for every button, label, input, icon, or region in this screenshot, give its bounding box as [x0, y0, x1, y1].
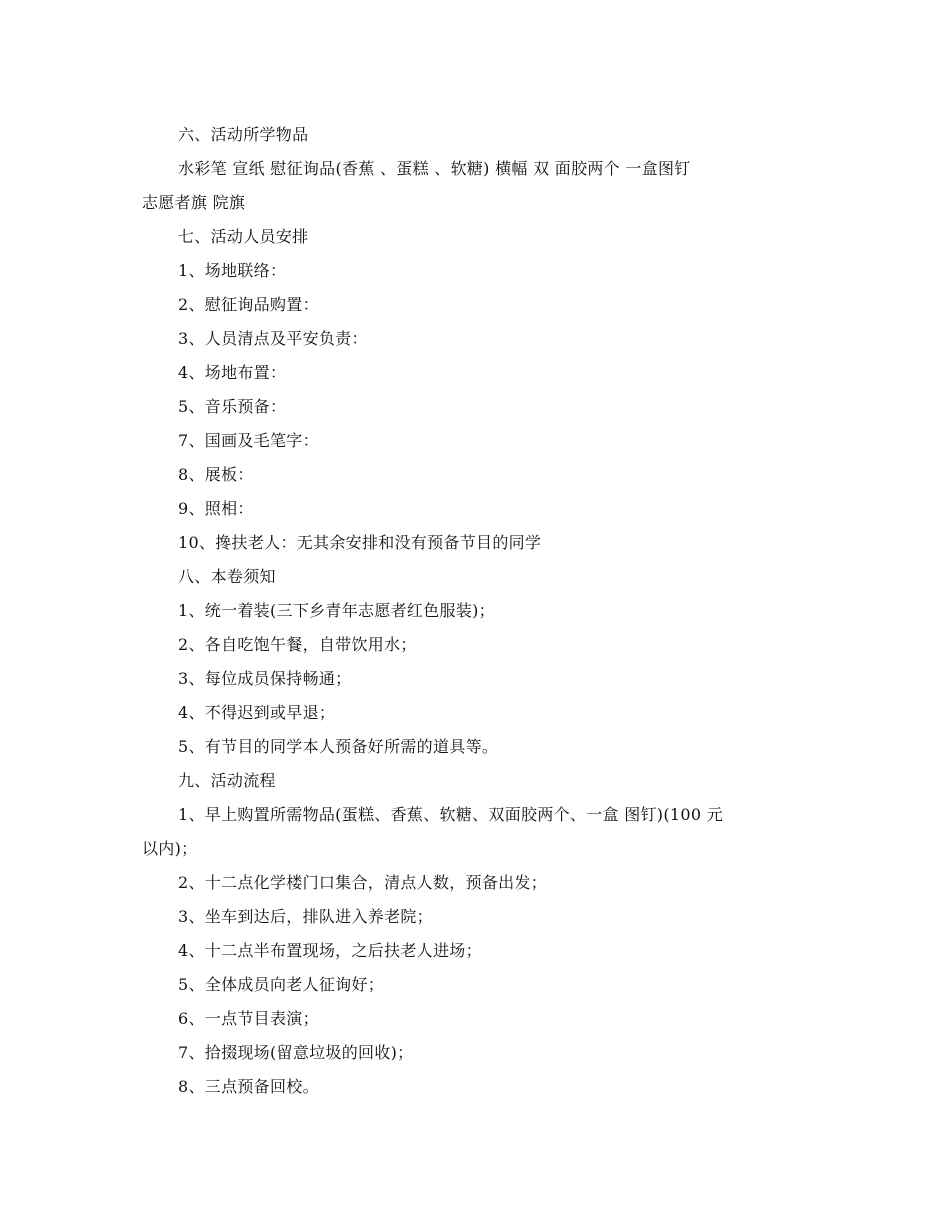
- list-item: 1、场地联络：: [178, 261, 287, 280]
- list-item: 7、国画及毛笔字：: [178, 431, 319, 450]
- section-heading-process: 九、活动流程: [178, 771, 276, 790]
- section-heading-staffing: 七、活动人员安排: [178, 227, 309, 246]
- list-item: 4、不得迟到或早退；: [178, 703, 336, 722]
- list-item: 2、各自吃饱午餐，自带饮用水；: [178, 635, 417, 654]
- paragraph-items-line-1: 水彩笔 宣纸 慰征询品(香蕉 、蛋糕 、软糖) 横幅 双 面胶两个 一盒图钉: [178, 159, 691, 178]
- list-item: 4、十二点半布置现场，之后扶老人进场；: [178, 941, 482, 960]
- list-item: 5、音乐预备：: [178, 397, 287, 416]
- section-heading-notes: 八、本卷须知: [178, 567, 276, 586]
- list-item: 1、统一着装(三下乡青年志愿者红色服装)；: [178, 601, 495, 620]
- list-item: 9、照相：: [178, 499, 254, 518]
- list-item: 4、场地布置：: [178, 363, 287, 382]
- paragraph-items-line-2: 志愿者旗 院旗: [142, 193, 246, 212]
- list-item: 7、拾掇现场(留意垃圾的回收)；: [178, 1043, 414, 1062]
- list-item: 5、全体成员向老人征询好；: [178, 975, 385, 994]
- list-item: 2、十二点化学楼门口集合，清点人数，预备出发；: [178, 873, 548, 892]
- list-item: 8、展板：: [178, 465, 254, 484]
- list-item: 1、早上购置所需物品(蛋糕、香蕉、软糖、双面胶两个、一盒 图钉)(100 元: [178, 805, 724, 824]
- document-page: [142, 118, 812, 1104]
- list-item: 10、搀扶老人：无其余安排和没有预备节目的同学: [178, 533, 542, 552]
- list-item: 2、慰征询品购置：: [178, 295, 319, 314]
- list-item: 5、有节目的同学本人预备好所需的道具等。: [178, 737, 499, 756]
- list-item-continuation: 以内)；: [142, 839, 198, 858]
- list-item: 8、三点预备回校。: [178, 1077, 319, 1096]
- list-item: 3、坐车到达后，排队进入养老院；: [178, 907, 433, 926]
- section-heading-items: 六、活动所学物品: [178, 125, 309, 144]
- list-item: 3、每位成员保持畅通；: [178, 669, 352, 688]
- list-item: 6、一点节目表演；: [178, 1009, 319, 1028]
- list-item: 3、人员清点及平安负责：: [178, 329, 368, 348]
